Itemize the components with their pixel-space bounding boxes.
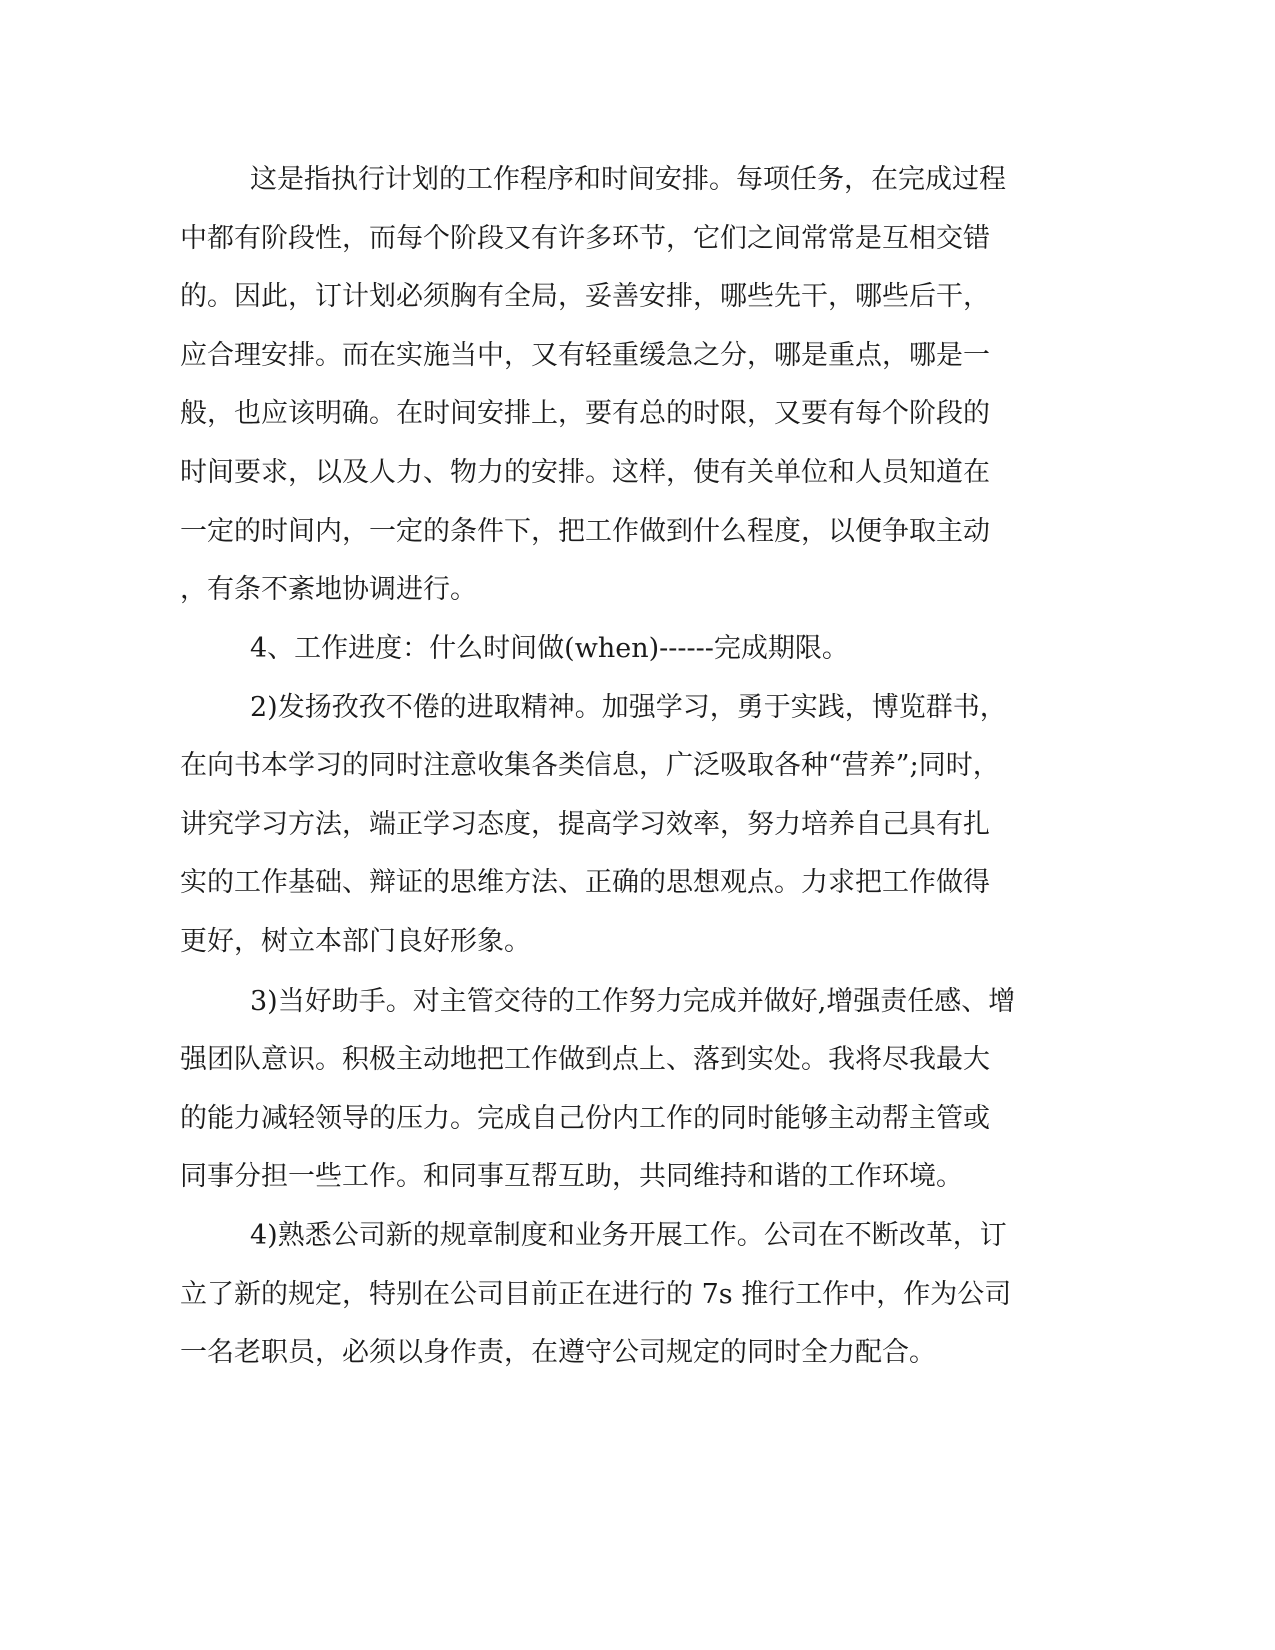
text-line: 般，也应该明确。在时间安排上，要有总的时限，又要有每个阶段的 bbox=[180, 398, 990, 429]
text-line: 一名老职员，必须以身作责，在遵守公司规定的同时全力配合。 bbox=[180, 1337, 936, 1368]
text-line: 3)当好助手。对主管交待的工作努力完成并做好,增强责任感、增 bbox=[250, 986, 1016, 1017]
text-line: 实的工作基础、辩证的思维方法、正确的思想观点。力求把工作做得 bbox=[180, 867, 990, 898]
text-line: 4)熟悉公司新的规章制度和业务开展工作。公司在不断改革，订 bbox=[250, 1220, 1007, 1251]
text-line: ，有条不紊地协调进行。 bbox=[180, 574, 477, 605]
text-line: 中都有阶段性，而每个阶段又有许多环节，它们之间常常是互相交错 bbox=[180, 223, 990, 254]
text-line: 的。因此，订计划必须胸有全局，妥善安排，哪些先干，哪些后干， bbox=[180, 281, 990, 312]
text-line: 讲究学习方法，端正学习态度，提高学习效率，努力培养自己具有扎 bbox=[180, 809, 990, 840]
text-line: 时间要求，以及人力、物力的安排。这样，使有关单位和人员知道在 bbox=[180, 457, 990, 488]
text-line: 更好，树立本部门良好形象。 bbox=[180, 926, 531, 957]
text-line: 同事分担一些工作。和同事互帮互助，共同维持和谐的工作环境。 bbox=[180, 1161, 963, 1192]
text-line: 2)发扬孜孜不倦的进取精神。加强学习，勇于实践，博览群书， bbox=[250, 692, 1007, 723]
text-line: 这是指执行计划的工作程序和时间安排。每项任务，在完成过程 bbox=[250, 164, 1006, 195]
text-line: 立了新的规定，特别在公司目前正在进行的 7s 推行工作中，作为公司 bbox=[180, 1279, 1012, 1310]
text-line: 强团队意识。积极主动地把工作做到点上、落到实处。我将尽我最大 bbox=[180, 1044, 990, 1075]
section-heading: 4、工作进度：什么时间做(when)------完成期限。 bbox=[250, 633, 849, 664]
text-line: 在向书本学习的同时注意收集各类信息，广泛吸取各种“营养”;同时， bbox=[180, 750, 1000, 781]
text-line: 的能力减轻领导的压力。完成自己份内工作的同时能够主动帮主管或 bbox=[180, 1103, 990, 1134]
text-line: 一定的时间内，一定的条件下，把工作做到什么程度，以便争取主动 bbox=[180, 516, 990, 547]
text-line: 应合理安排。而在实施当中，又有轻重缓急之分，哪是重点，哪是一 bbox=[180, 340, 990, 371]
